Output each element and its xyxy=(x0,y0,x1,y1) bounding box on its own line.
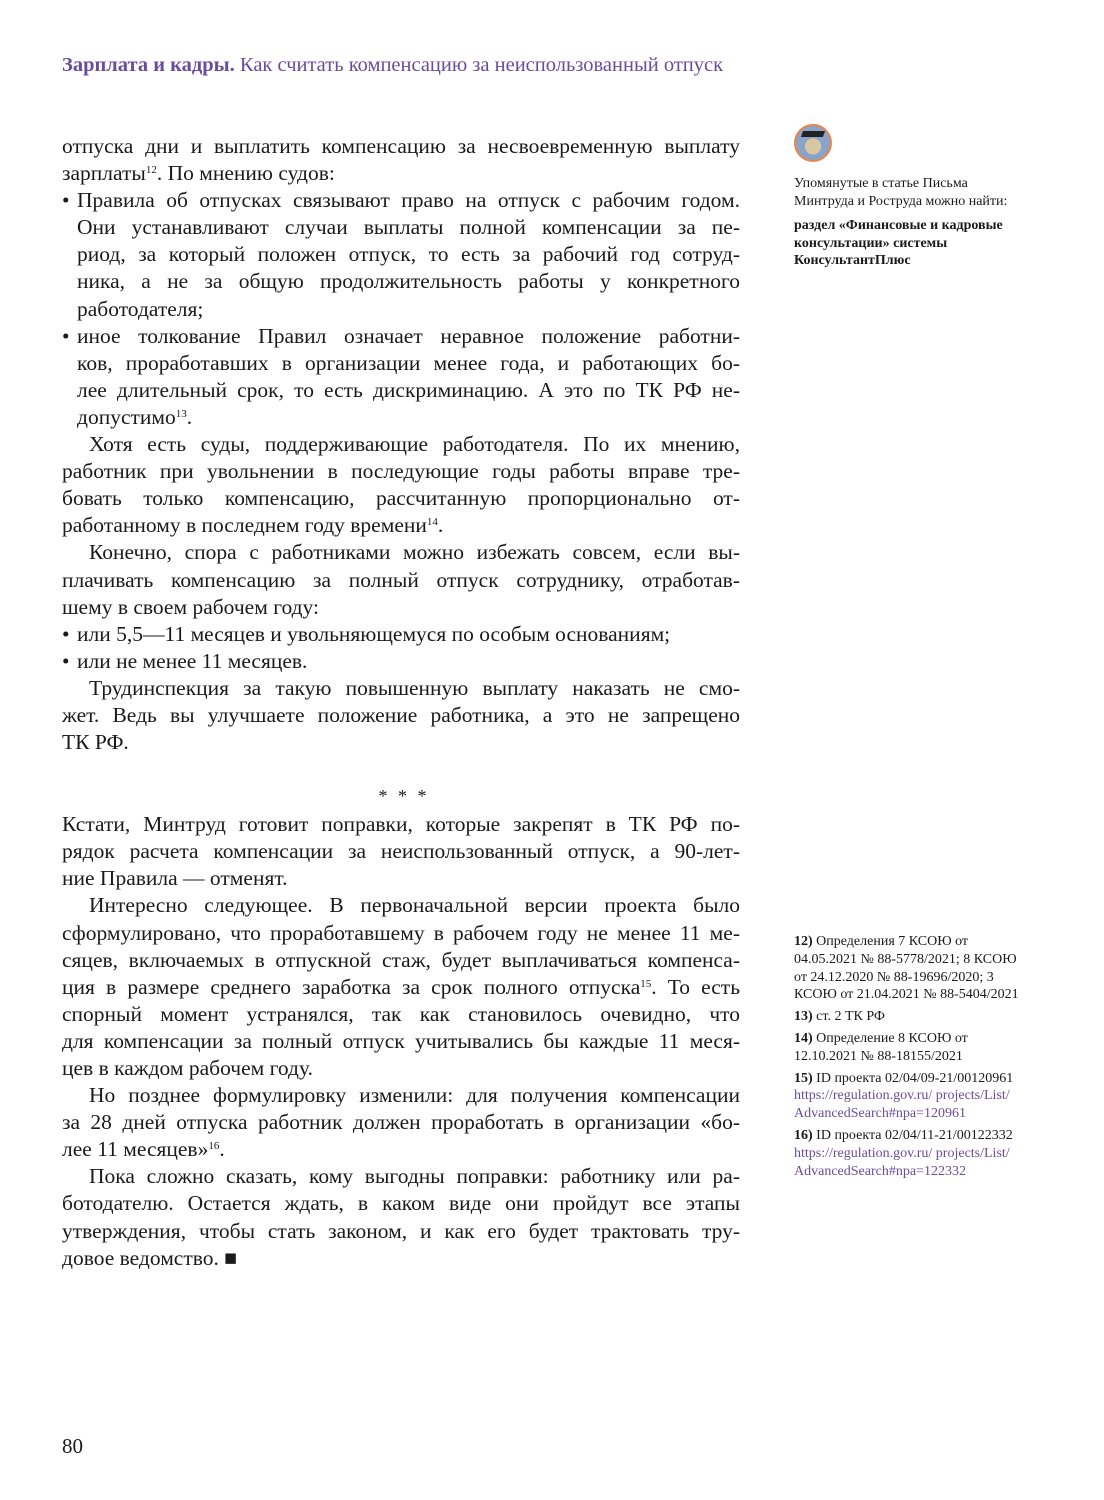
line-text: довое ведомство. ■ xyxy=(62,1245,238,1270)
line-text: Интересно следующее. В первоначальной версии проекта было xyxy=(89,893,740,918)
text-line xyxy=(62,512,740,539)
line-text: риод, за который положен отпуск, то есть за рабочий год сотруд- xyxy=(77,242,740,267)
article-body xyxy=(62,133,740,1272)
line-text: лее длительный срок, то есть дискриминацию. А это по ТК РФ не- xyxy=(77,377,740,402)
bullet-marker: • xyxy=(62,188,70,213)
text-line xyxy=(62,974,740,1001)
footnote-ref: 15 xyxy=(640,977,652,990)
line-text: работанному в последнем году времени xyxy=(62,513,427,538)
text-line xyxy=(62,648,740,675)
text-line xyxy=(62,838,740,865)
footnote-ref: 13 xyxy=(175,407,187,420)
line-text: или не менее 11 месяцев. xyxy=(77,648,308,673)
text-line xyxy=(62,377,740,404)
text-line xyxy=(62,1028,740,1055)
bullet-marker: • xyxy=(62,648,70,673)
line-text: ние Правила — отменят. xyxy=(62,866,288,891)
article-title: Как считать компенсацию за неиспользованный отпуск xyxy=(239,54,724,76)
text-line xyxy=(62,539,740,566)
line-text: Но позднее формулировку изменили: для получения компенсации xyxy=(89,1083,740,1108)
sidebar-text: Упомянутые в статье Письма Минтруда и Роструда можно найти: xyxy=(794,176,1008,209)
text-line xyxy=(62,187,740,214)
line-text-after: . То есть xyxy=(651,974,740,999)
line-text: жет. Ведь вы улучшаете положение работника, а это не запрещено xyxy=(62,702,740,727)
text-line xyxy=(62,1190,740,1217)
line-text: плачивать компенсацию за полный отпуск сотруднику, отработав- xyxy=(62,567,740,592)
line-text: или 5,5—11 месяцев и увольняющемуся по особым основаниям; xyxy=(77,621,671,646)
line-text-after: . xyxy=(186,404,193,429)
line-text: Они устанавливают случаи выплаты полной компенсации за пе- xyxy=(77,215,740,240)
footnote-number: 12) xyxy=(794,934,813,949)
footnote xyxy=(794,1008,1024,1026)
bullet-marker: • xyxy=(62,323,70,348)
line-text: ТК РФ. xyxy=(62,730,129,755)
footnote-link[interactable]: https://regulation.gov.ru/ projects/List/ AdvancedSearch#npa=122332 xyxy=(794,1145,1010,1179)
line-text: Конечно, спора с работниками можно избежать совсем, если вы- xyxy=(89,540,740,565)
line-text: бовать только компенсацию, рассчитанную пропорционально от- xyxy=(62,486,740,511)
running-header xyxy=(62,54,723,77)
text-block-2 xyxy=(62,811,740,1272)
text-line xyxy=(62,160,740,187)
text-line xyxy=(62,892,740,919)
footnote-link[interactable]: https://regulation.gov.ru/ projects/List/ AdvancedSearch#npa=120961 xyxy=(794,1088,1010,1122)
text-line xyxy=(62,1245,740,1272)
footnote-text: ст. 2 ТК РФ xyxy=(816,1009,885,1025)
line-text: лее 11 месяцев» xyxy=(62,1137,209,1162)
footnote-text: ID проекта 02/04/09-21/00120961 xyxy=(816,1070,1014,1086)
line-text-after: . По мнению судов: xyxy=(156,161,335,186)
line-text: отпуска дни и выплатить компенсацию за несвоевременную выплату xyxy=(62,134,740,158)
text-line xyxy=(62,241,740,268)
text-line xyxy=(62,458,740,485)
line-text: цев в каждом рабочем году. xyxy=(62,1056,313,1080)
text-line xyxy=(62,1218,740,1245)
bullet-marker: • xyxy=(62,621,70,646)
line-text: ков, проработавших в организации менее года, и работающих бо- xyxy=(77,350,740,375)
line-text: сяцев, включаемых в отпускной стаж, будет выплачиваться компенса- xyxy=(62,947,740,972)
footnote-text: Определение 8 КСОЮ от 12.10.2021 № 88-18155/2021 xyxy=(794,1030,968,1064)
sidebar-source: раздел «Финансовые и кадровые консультации» системы КонсультантПлюс xyxy=(794,218,1003,268)
text-line xyxy=(62,485,740,512)
text-line xyxy=(62,1001,740,1028)
line-text-after: . xyxy=(219,1137,225,1162)
text-line xyxy=(62,296,740,323)
footnote xyxy=(794,933,1024,1004)
footnote xyxy=(794,1127,1024,1180)
text-line xyxy=(62,268,740,295)
text-line xyxy=(62,729,740,756)
text-line xyxy=(62,947,740,974)
section-name: Зарплата и кадры. xyxy=(62,54,235,76)
footnote-ref: 16 xyxy=(208,1140,220,1153)
text-line xyxy=(62,1082,740,1109)
text-line xyxy=(62,133,740,160)
line-text: утверждения, чтобы стать законом, и как его будет трактовать тру- xyxy=(62,1218,740,1243)
text-line xyxy=(62,811,740,838)
line-text: допустимо xyxy=(77,404,176,429)
text-line xyxy=(62,214,740,241)
text-line xyxy=(62,1163,740,1190)
line-text: за 28 дней отпуска работник должен проработать в организации «бо- xyxy=(62,1110,740,1135)
line-text: ника, а не за общую продолжительность работы у конкретного xyxy=(77,269,740,294)
line-text: работник при увольнении в последующие годы работы вправе тре- xyxy=(62,459,740,484)
section-separator: * * * xyxy=(378,786,430,807)
footnote-text: ID проекта 02/04/11-21/00122332 xyxy=(816,1127,1013,1143)
line-text: Хотя есть суды, поддерживающие работодателя. По их мнению, xyxy=(89,432,740,457)
text-line xyxy=(62,1055,740,1082)
footnote-ref: 12 xyxy=(145,164,157,177)
text-line xyxy=(62,323,740,350)
page-number: 80 xyxy=(62,1434,83,1458)
text-line xyxy=(62,350,740,377)
text-line xyxy=(62,920,740,947)
footnote-number: 15) xyxy=(794,1070,813,1086)
line-text: Трудинспекция за такую повышенную выплату наказать не смо- xyxy=(89,675,740,700)
text-line xyxy=(62,702,740,729)
text-line xyxy=(62,1109,740,1136)
text-line xyxy=(62,404,740,431)
text-line xyxy=(62,567,740,594)
line-text-after: . xyxy=(437,513,444,538)
line-text: Кстати, Минтруд готовит поправки, которые закрепят в ТК РФ по- xyxy=(62,812,740,837)
text-line xyxy=(62,431,740,458)
footnote-number: 13) xyxy=(794,1009,813,1025)
line-text: ция в размере среднего заработка за срок полного отпуска xyxy=(62,974,641,999)
text-line xyxy=(62,1136,740,1163)
footnote-text: Определения 7 КСОЮ от 04.05.2021 № 88-5778/2021; 8 КСОЮ от 24.12.2020 № 88-19696/2020; 3 КСОЮ от 21.04.2021 № 88-5404/2021 xyxy=(794,934,1019,1003)
text-line xyxy=(62,865,740,892)
footnotes xyxy=(794,933,1024,1184)
line-text: шему в своем рабочем году: xyxy=(62,594,319,619)
text-line xyxy=(62,594,740,621)
line-text: иное толкование Правил означает неравное положение работни- xyxy=(77,323,740,348)
text-block-1 xyxy=(62,133,740,756)
line-text: спорный момент устранялся, так как становилось очевидно, что xyxy=(62,1001,740,1026)
line-text: зарплаты xyxy=(62,161,146,186)
footnote xyxy=(794,1030,1024,1066)
footnote-number: 16) xyxy=(794,1127,813,1143)
footnote-number: 14) xyxy=(794,1030,813,1046)
footnote-ref: 14 xyxy=(426,516,438,529)
text-line xyxy=(62,675,740,702)
line-text: Пока сложно сказать, кому выгодны поправки: работнику или ра- xyxy=(89,1164,740,1189)
line-text: ботодателю. Остается ждать, в каком виде они пройдут все этапы xyxy=(62,1191,740,1216)
text-line xyxy=(62,621,740,648)
sidebar-note xyxy=(794,124,1024,270)
footnote xyxy=(794,1070,1024,1123)
line-text: рядок расчета компенсации за неиспользованный отпуск, а 90-лет- xyxy=(62,839,740,864)
line-text: Правила об отпусках связывают право на отпуск с рабочим годом. xyxy=(77,188,740,213)
line-text: сформулировано, что проработавшему в рабочем году не менее 11 ме- xyxy=(62,920,740,945)
line-text: работодателя; xyxy=(77,296,204,321)
consultant-avatar-icon xyxy=(794,124,832,162)
line-text: для компенсации за полный отпуск учитывались бы каждые 11 меся- xyxy=(62,1028,740,1053)
